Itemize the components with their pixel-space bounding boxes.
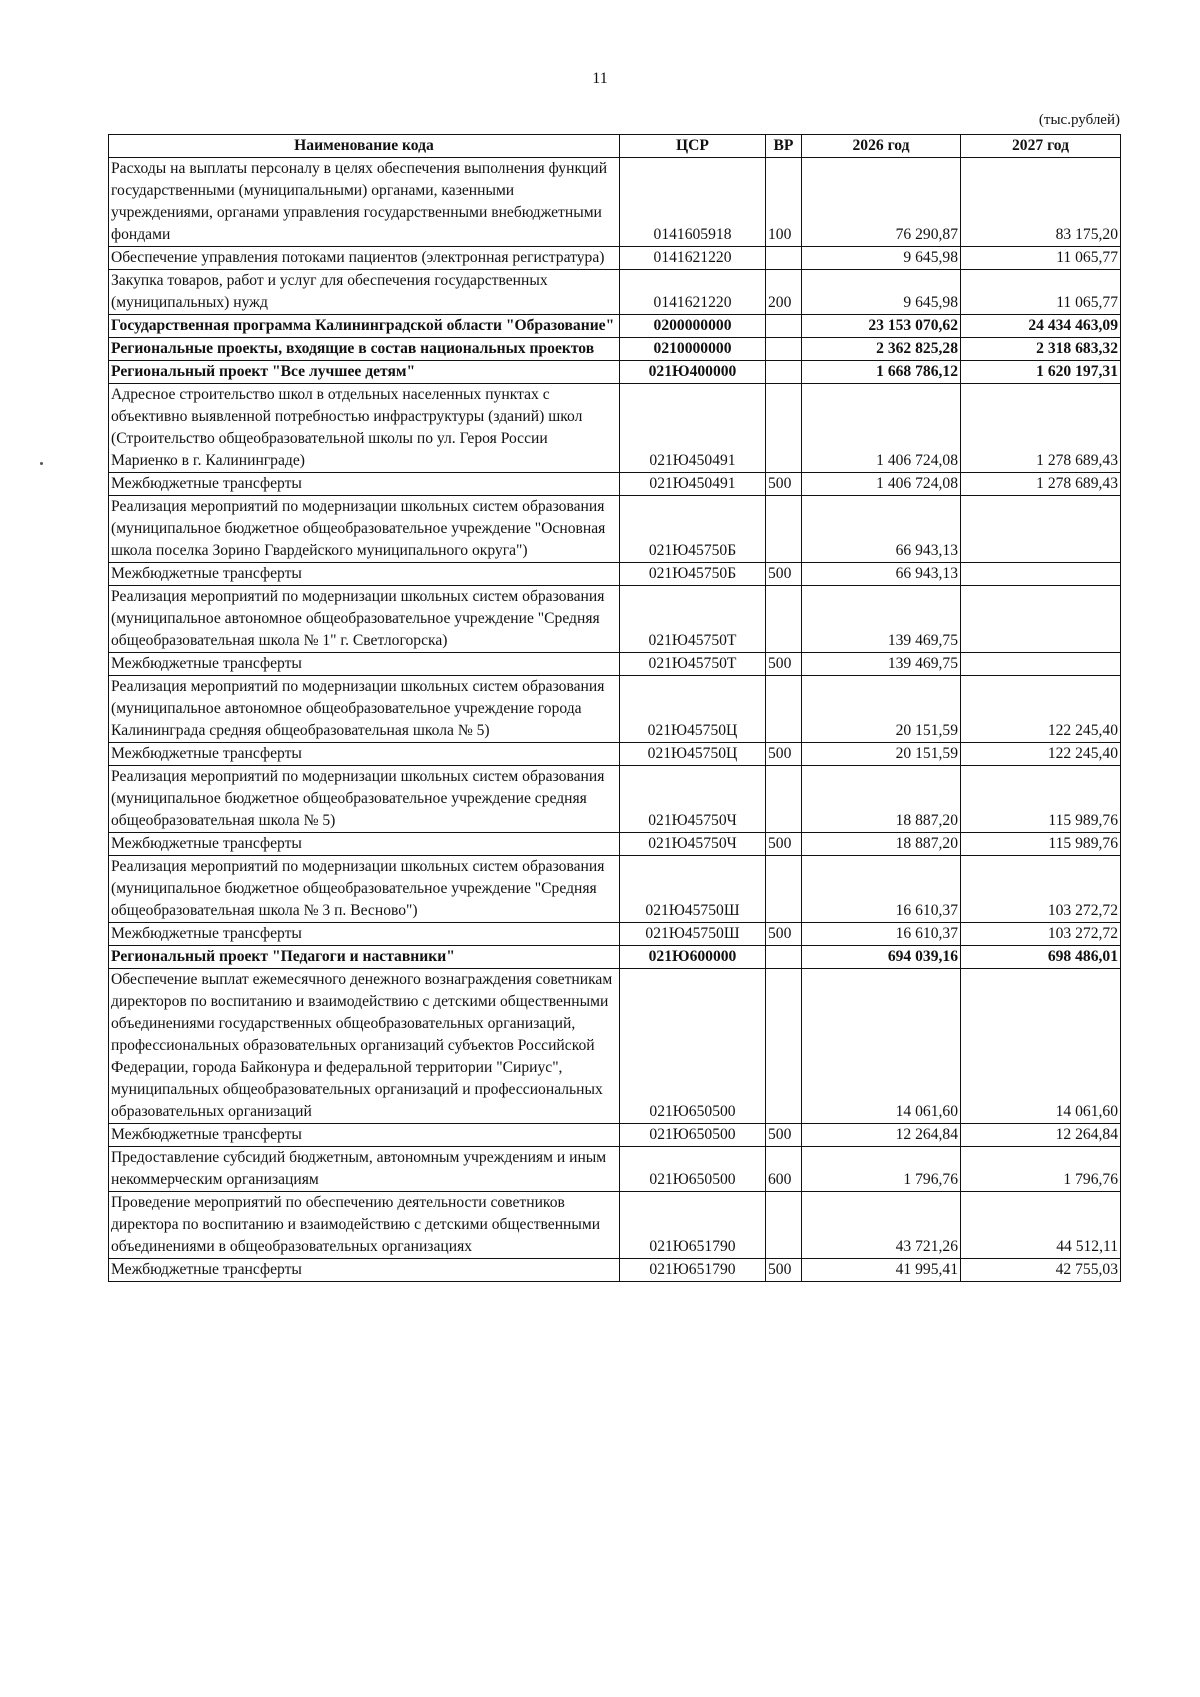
row-2027: 698 486,01 [961,946,1121,969]
table-row [109,676,1121,743]
row-2027: 115 989,76 [961,833,1121,856]
row-name: Адресное строительство школ в отдельных населенных пунктах с объективно выявленной потребностью инфраструктуры (зданий) школ (Строительство общеобразовательной школы по ул. Героя России Мариенко в г. Калининграде) [109,384,620,473]
row-2026: 16 610,37 [802,856,961,923]
row-name: Реализация мероприятий по модернизации школьных систем образования (муниципальное бюджетное общеобразовательное учреждение "Основная школа поселка Зорино Гвардейского муниципального округа") [109,496,620,563]
table-row [109,361,1121,384]
table-row [109,384,1121,473]
table-row [109,653,1121,676]
row-vr [766,247,802,270]
row-2027: 2 318 683,32 [961,338,1121,361]
row-vr [766,338,802,361]
row-2026: 20 151,59 [802,743,961,766]
row-2027: 14 061,60 [961,969,1121,1124]
row-2027: 1 278 689,43 [961,384,1121,473]
row-csr: 021Ю45750Ш [620,856,766,923]
row-csr: 021Ю45750Ц [620,676,766,743]
row-vr: 500 [766,923,802,946]
row-2026: 14 061,60 [802,969,961,1124]
row-2026: 18 887,20 [802,766,961,833]
row-vr: 500 [766,1259,802,1282]
row-name: Закупка товаров, работ и услуг для обеспечения государственных (муниципальных) нужд [109,270,620,315]
table-row [109,766,1121,833]
header-2027: 2027 год [961,135,1121,158]
table-row [109,158,1121,247]
row-2027 [961,563,1121,586]
row-2026: 1 668 786,12 [802,361,961,384]
row-name: Межбюджетные трансферты [109,833,620,856]
row-csr: 021Ю650500 [620,969,766,1124]
row-vr [766,586,802,653]
table-row [109,586,1121,653]
table-row [109,338,1121,361]
row-2027: 12 264,84 [961,1124,1121,1147]
row-2027: 1 796,76 [961,1147,1121,1192]
row-2027: 1 278 689,43 [961,473,1121,496]
row-2026: 23 153 070,62 [802,315,961,338]
table-row [109,946,1121,969]
row-csr: 0141621220 [620,270,766,315]
row-2026: 2 362 825,28 [802,338,961,361]
row-2027: 122 245,40 [961,676,1121,743]
row-vr: 500 [766,653,802,676]
row-2027: 103 272,72 [961,856,1121,923]
table-row [109,315,1121,338]
row-vr [766,384,802,473]
row-csr: 021Ю45750Ш [620,923,766,946]
table-row [109,969,1121,1124]
row-csr: 021Ю651790 [620,1192,766,1259]
row-name: Межбюджетные трансферты [109,743,620,766]
row-vr [766,969,802,1124]
row-2027: 24 434 463,09 [961,315,1121,338]
row-2026: 20 151,59 [802,676,961,743]
table-row [109,923,1121,946]
row-vr [766,1192,802,1259]
row-name: Обеспечение управления потоками пациентов (электронная регистратура) [109,247,620,270]
row-csr: 0141605918 [620,158,766,247]
row-vr: 100 [766,158,802,247]
row-csr: 021Ю45750Б [620,496,766,563]
row-2026: 66 943,13 [802,563,961,586]
row-name: Межбюджетные трансферты [109,473,620,496]
row-vr [766,496,802,563]
row-vr: 500 [766,743,802,766]
table-row [109,1192,1121,1259]
row-csr: 021Ю45750Т [620,586,766,653]
row-2027: 115 989,76 [961,766,1121,833]
row-2026: 16 610,37 [802,923,961,946]
row-2027: 122 245,40 [961,743,1121,766]
row-2026: 76 290,87 [802,158,961,247]
table-row [109,1259,1121,1282]
row-2027 [961,653,1121,676]
header-name: Наименование кода [109,135,620,158]
row-vr: 600 [766,1147,802,1192]
row-vr [766,766,802,833]
row-name: Реализация мероприятий по модернизации школьных систем образования (муниципальное автономное общеобразовательное учреждение "Средняя общеобразовательная школа № 1" г. Светлогорска) [109,586,620,653]
row-2026: 43 721,26 [802,1192,961,1259]
row-2026: 18 887,20 [802,833,961,856]
row-name: Предоставление субсидий бюджетным, автономным учреждениям и иным некоммерческим организациям [109,1147,620,1192]
row-2027: 103 272,72 [961,923,1121,946]
row-csr: 021Ю450491 [620,384,766,473]
row-name: Региональные проекты, входящие в состав национальных проектов [109,338,620,361]
row-2026: 41 995,41 [802,1259,961,1282]
row-name: Реализация мероприятий по модернизации школьных систем образования (муниципальное автономное общеобразовательное учреждение города Калининграда средняя общеобразовательная школа № 5) [109,676,620,743]
table-row [109,1147,1121,1192]
row-vr [766,676,802,743]
table-row [109,496,1121,563]
table-row [109,563,1121,586]
row-name: Проведение мероприятий по обеспечению деятельности советников директора по воспитанию и взаимодействию с детскими общественными объединениями в общеобразовательных организациях [109,1192,620,1259]
row-2027: 83 175,20 [961,158,1121,247]
row-name: Межбюджетные трансферты [109,653,620,676]
row-name: Государственная программа Калининградской области "Образование" [109,315,620,338]
row-2026: 139 469,75 [802,653,961,676]
row-vr [766,856,802,923]
row-2027: 11 065,77 [961,247,1121,270]
row-csr: 021Ю650500 [620,1124,766,1147]
row-2026: 66 943,13 [802,496,961,563]
row-2027: 1 620 197,31 [961,361,1121,384]
table-header-row [109,135,1121,158]
row-2026: 1 406 724,08 [802,473,961,496]
margin-dot [40,462,43,465]
table-row [109,270,1121,315]
table-row [109,856,1121,923]
row-csr: 021Ю650500 [620,1147,766,1192]
row-csr: 021Ю45750Т [620,653,766,676]
row-name: Региональный проект "Педагоги и наставники" [109,946,620,969]
row-vr: 200 [766,270,802,315]
table-body [109,158,1121,1282]
header-vr: ВР [766,135,802,158]
row-2027 [961,496,1121,563]
header-2026: 2026 год [802,135,961,158]
table-row [109,247,1121,270]
table-row [109,473,1121,496]
row-vr [766,315,802,338]
row-csr: 021Ю45750Ц [620,743,766,766]
row-csr: 021Ю600000 [620,946,766,969]
row-name: Региональный проект "Все лучшее детям" [109,361,620,384]
units-label: (тыс.рублей) [1038,112,1120,128]
row-2026: 12 264,84 [802,1124,961,1147]
budget-table [108,134,1121,1282]
table-row [109,743,1121,766]
row-csr: 021Ю450491 [620,473,766,496]
header-csr: ЦСР [620,135,766,158]
row-csr: 021Ю400000 [620,361,766,384]
row-vr [766,361,802,384]
row-2026: 139 469,75 [802,586,961,653]
row-name: Межбюджетные трансферты [109,563,620,586]
row-2026: 1 796,76 [802,1147,961,1192]
row-csr: 021Ю45750Ч [620,833,766,856]
row-name: Реализация мероприятий по модернизации школьных систем образования (муниципальное бюджетное общеобразовательное учреждение "Средняя общеобразовательная школа № 3 п. Весново") [109,856,620,923]
row-csr: 021Ю45750Ч [620,766,766,833]
row-2027 [961,586,1121,653]
row-vr: 500 [766,1124,802,1147]
row-name: Расходы на выплаты персоналу в целях обеспечения выполнения функций государственными (муниципальными) органами, казенными учреждениями, органами управления государственными внебюджетными фондами [109,158,620,247]
row-2026: 694 039,16 [802,946,961,969]
row-2026: 1 406 724,08 [802,384,961,473]
row-vr: 500 [766,563,802,586]
row-name: Межбюджетные трансферты [109,923,620,946]
row-2026: 9 645,98 [802,247,961,270]
row-csr: 0141621220 [620,247,766,270]
row-2027: 42 755,03 [961,1259,1121,1282]
row-csr: 021Ю651790 [620,1259,766,1282]
row-2026: 9 645,98 [802,270,961,315]
page-number: 11 [592,70,608,87]
row-vr: 500 [766,833,802,856]
row-2027: 44 512,11 [961,1192,1121,1259]
table-row [109,1124,1121,1147]
row-name: Межбюджетные трансферты [109,1259,620,1282]
row-csr: 0210000000 [620,338,766,361]
row-csr: 021Ю45750Б [620,563,766,586]
row-csr: 0200000000 [620,315,766,338]
row-name: Реализация мероприятий по модернизации школьных систем образования (муниципальное бюджетное общеобразовательное учреждение средняя общеобразовательная школа № 5) [109,766,620,833]
row-name: Обеспечение выплат ежемесячного денежного вознаграждения советникам директоров по воспитанию и взаимодействию с детскими общественными объединениями государственных общеобразовательных организаций, профессиональных образовательных организаций субъектов Российской Федерации, города Байконура и федеральной территории "Сириус", муниципальных общеобразовательных организаций и профессиональных образовательных организаций [109,969,620,1124]
row-2027: 11 065,77 [961,270,1121,315]
row-vr [766,946,802,969]
row-vr: 500 [766,473,802,496]
table-row [109,833,1121,856]
row-name: Межбюджетные трансферты [109,1124,620,1147]
